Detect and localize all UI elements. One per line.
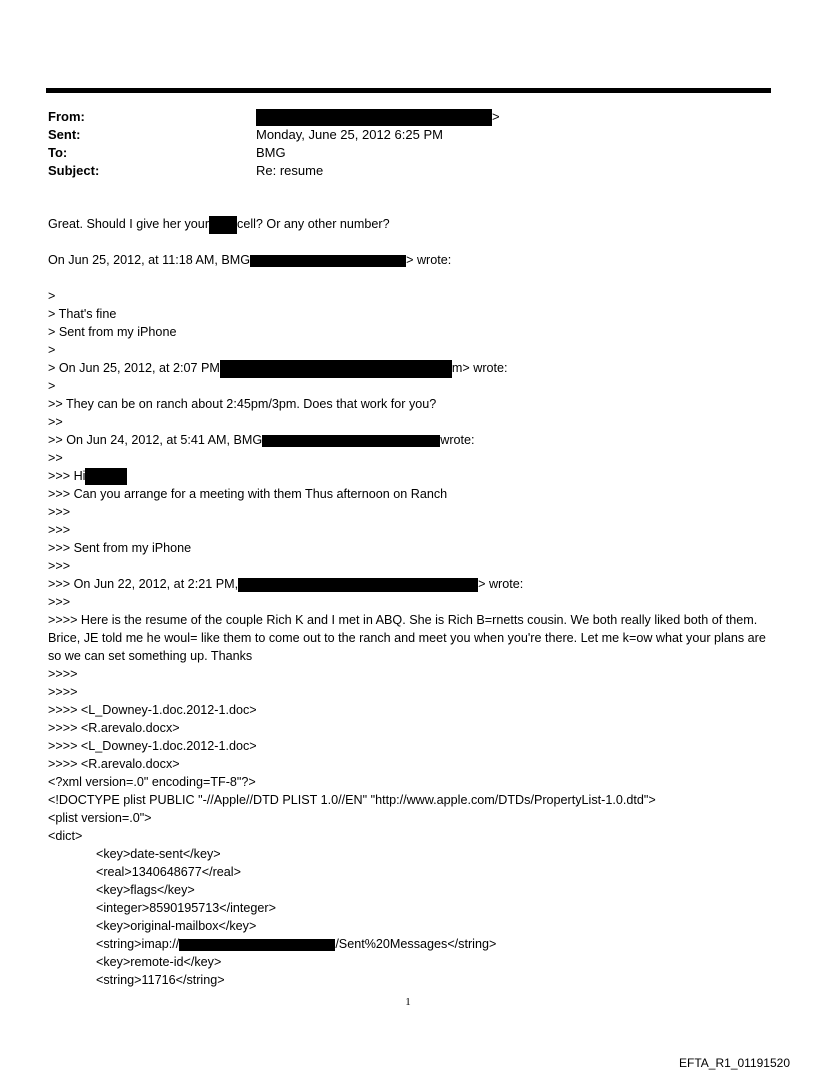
- bates-number: EFTA_R1_01191520: [679, 1056, 790, 1070]
- attachment-line: >>>> <R.arevalo.docx>: [48, 757, 180, 771]
- quote-line: > On Jun 25, 2012, at 2:07 PM m> wrote:: [48, 359, 508, 378]
- to-value: BMG: [256, 145, 286, 160]
- xml-line: <plist version=.0">: [48, 811, 152, 825]
- subject-label: Subject:: [48, 163, 100, 178]
- xml-line: <string>11716</string>: [96, 973, 225, 987]
- quote-line: >>>: [48, 595, 71, 609]
- to-label: To:: [48, 145, 68, 160]
- quote-line: >: [48, 343, 56, 357]
- body-line: On Jun 25, 2012, at 11:18 AM, BMG > wrote:: [48, 253, 452, 267]
- page-number: 1: [405, 996, 411, 1008]
- quote-line: >> They can be on ranch about 2:45pm/3pm. Does that work for you?: [48, 397, 437, 411]
- quote-line: >>>: [48, 505, 71, 519]
- quote-line: >>> Can you arrange for a meeting with them Thus afternoon on Ranch: [48, 487, 448, 501]
- xml-line: <string>imap:// /Sent%20Messages</string>: [96, 937, 497, 951]
- quote-line: >>>>: [48, 667, 78, 681]
- redaction-bar: [262, 435, 440, 447]
- quote-line: >>: [48, 415, 63, 429]
- attachment-line: >>>> <R.arevalo.docx>: [48, 721, 180, 735]
- xml-line: <?xml version=.0" encoding=TF-8"?>: [48, 775, 256, 789]
- redaction-bar: [220, 360, 452, 378]
- attachment-line: >>>> <L_Downey-1.doc.2012-1.doc>: [48, 739, 257, 753]
- redaction-bar: [250, 255, 406, 267]
- redaction-bar: [256, 109, 492, 126]
- body-line: Great. Should I give her your cell? Or any other number?: [48, 215, 390, 234]
- attachment-line: >>>> <L_Downey-1.doc.2012-1.doc>: [48, 703, 257, 717]
- redaction-bar: [238, 578, 478, 592]
- quote-line: >>> Hi: [48, 467, 127, 485]
- xml-line: <!DOCTYPE plist PUBLIC "-//Apple//DTD PLIST 1.0//EN" "http://www.apple.com/DTDs/PropertyList-1.0.dtd">: [48, 793, 656, 807]
- xml-line: <integer>8590195713</integer>: [96, 901, 276, 915]
- quote-line: >>> On Jun 22, 2012, at 2:21 PM, > wrote:: [48, 577, 524, 591]
- xml-line: <key>flags</key>: [96, 883, 195, 897]
- sent-value: Monday, June 25, 2012 6:25 PM: [256, 127, 443, 142]
- from-value: >: [256, 108, 500, 126]
- quote-line: >>: [48, 451, 63, 465]
- xml-line: <key>remote-id</key>: [96, 955, 222, 969]
- quote-line: >>>: [48, 559, 71, 573]
- xml-line: <key>date-sent</key>: [96, 847, 221, 861]
- header-rule: [46, 88, 771, 93]
- quote-line: >: [48, 289, 56, 303]
- from-label: From:: [48, 109, 85, 124]
- sent-label: Sent:: [48, 127, 81, 142]
- xml-line: <key>original-mailbox</key>: [96, 919, 257, 933]
- quote-paragraph: >>>> Here is the resume of the couple Rich K and I met in ABQ. She is Rich B=rnetts cousin. We both really liked both of them. Brice, JE told me he woul= like them to come out to the ranch and meet you when you're there. Let me k=ow what your plans are so we can set something up. Thanks: [48, 613, 766, 663]
- quote-line: >>>>: [48, 685, 78, 699]
- quote-line: >>>: [48, 523, 71, 537]
- quote-line: > That's fine: [48, 307, 117, 321]
- redaction-bar: [209, 216, 237, 234]
- quote-line: > Sent from my iPhone: [48, 325, 177, 339]
- subject-value: Re: resume: [256, 163, 324, 178]
- xml-line: <dict>: [48, 829, 83, 843]
- quote-line: >>> Sent from my iPhone: [48, 541, 192, 555]
- quote-line: >: [48, 379, 56, 393]
- quote-line: >> On Jun 24, 2012, at 5:41 AM, BMG wrote:: [48, 433, 475, 447]
- redaction-bar: [85, 468, 127, 485]
- redaction-bar: [179, 939, 335, 951]
- xml-line: <real>1340648677</real>: [96, 865, 241, 879]
